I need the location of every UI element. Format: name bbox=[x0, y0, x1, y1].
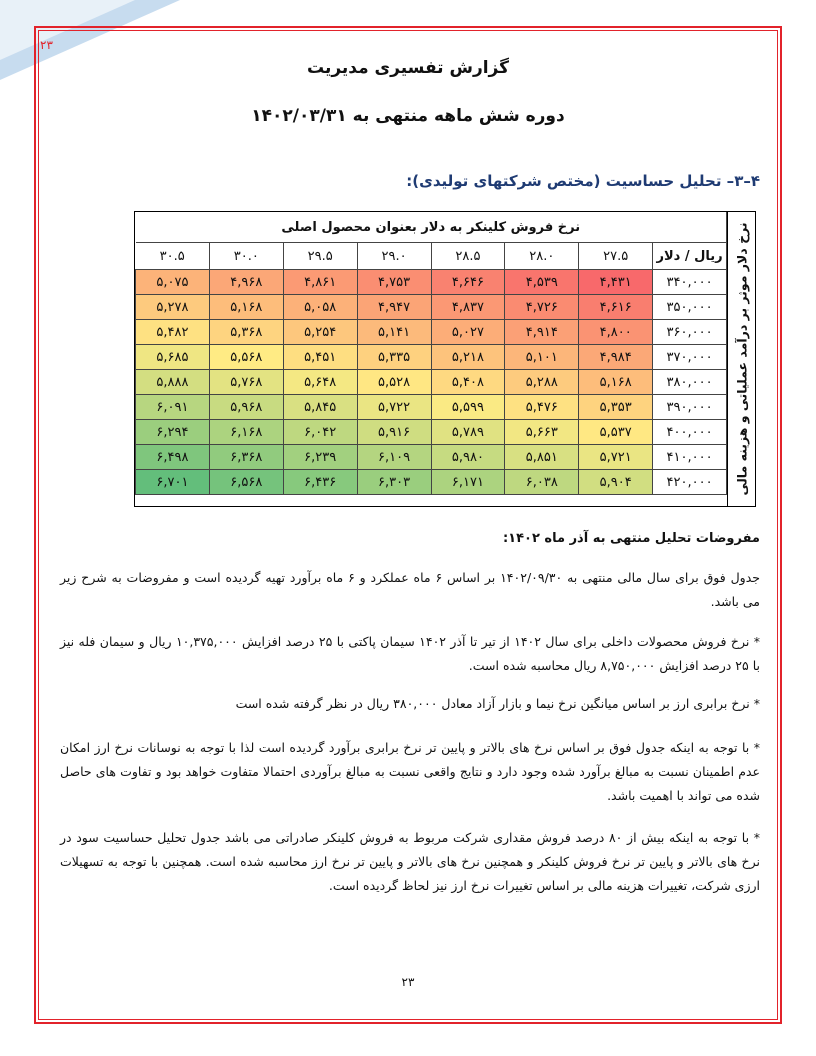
column-header: ۲۹.۰ bbox=[357, 243, 431, 270]
value-cell: ۵,۰۷۵ bbox=[136, 270, 210, 295]
paragraph-3: * نرخ برابری ارز بر اساس میانگین نرخ نیما و بازار آزاد معادل ۳۸۰,۰۰۰ ریال در نظر گرفته شده است bbox=[235, 696, 760, 711]
table-header: نرخ فروش کلینکر به دلار بعنوان محصول اصلی bbox=[136, 212, 727, 243]
value-cell: ۵,۸۵۱ bbox=[505, 445, 579, 470]
value-cell: ۵,۹۶۸ bbox=[209, 395, 283, 420]
value-cell: ۴,۶۱۶ bbox=[579, 295, 653, 320]
value-cell: ۴,۵۳۹ bbox=[505, 270, 579, 295]
value-cell: ۶,۰۹۱ bbox=[136, 395, 210, 420]
value-cell: ۵,۵۶۸ bbox=[209, 345, 283, 370]
side-label: نرخ دلار موثر بر درآمد عملیاتی و هزینه مالی bbox=[734, 222, 749, 496]
value-cell: ۴,۹۶۸ bbox=[209, 270, 283, 295]
row-rate-label: ۴۰۰,۰۰۰ bbox=[653, 420, 727, 445]
value-cell: ۵,۷۲۱ bbox=[579, 445, 653, 470]
value-cell: ۶,۱۷۱ bbox=[431, 470, 505, 495]
report-subtitle: دوره شش ماهه منتهی به ۱۴۰۲/۰۳/۳۱ bbox=[251, 106, 565, 126]
value-cell: ۵,۰۵۸ bbox=[283, 295, 357, 320]
table-row bbox=[136, 270, 727, 295]
value-cell: ۴,۷۲۶ bbox=[505, 295, 579, 320]
value-cell: ۵,۶۴۸ bbox=[283, 370, 357, 395]
value-cell: ۶,۳۶۸ bbox=[209, 445, 283, 470]
value-cell: ۶,۱۰۹ bbox=[357, 445, 431, 470]
column-header: ۳۰.۰ bbox=[209, 243, 283, 270]
row-rate-label: ۴۲۰,۰۰۰ bbox=[653, 470, 727, 495]
value-cell: ۴,۴۳۱ bbox=[579, 270, 653, 295]
table-row bbox=[136, 370, 727, 395]
value-cell: ۶,۰۳۸ bbox=[505, 470, 579, 495]
value-cell: ۵,۳۵۳ bbox=[579, 395, 653, 420]
value-cell: ۵,۲۱۸ bbox=[431, 345, 505, 370]
value-cell: ۵,۲۸۸ bbox=[505, 370, 579, 395]
value-cell: ۵,۳۶۸ bbox=[209, 320, 283, 345]
value-cell: ۴,۸۳۷ bbox=[431, 295, 505, 320]
value-cell: ۵,۵۲۸ bbox=[357, 370, 431, 395]
value-cell: ۶,۳۰۳ bbox=[357, 470, 431, 495]
column-header: ۲۹.۵ bbox=[283, 243, 357, 270]
row-rate-label: ۳۵۰,۰۰۰ bbox=[653, 295, 727, 320]
value-cell: ۵,۷۶۸ bbox=[209, 370, 283, 395]
value-cell: ۵,۴۵۱ bbox=[283, 345, 357, 370]
side-label-cell bbox=[727, 212, 755, 506]
column-header: ۲۸.۵ bbox=[431, 243, 505, 270]
value-cell: ۵,۵۹۹ bbox=[431, 395, 505, 420]
row-rate-label: ۳۸۰,۰۰۰ bbox=[653, 370, 727, 395]
value-cell: ۵,۱۰۱ bbox=[505, 345, 579, 370]
value-cell: ۶,۲۳۹ bbox=[283, 445, 357, 470]
value-cell: ۵,۶۶۳ bbox=[505, 420, 579, 445]
value-cell: ۵,۱۶۸ bbox=[209, 295, 283, 320]
column-header: ۲۸.۰ bbox=[505, 243, 579, 270]
value-cell: ۶,۱۶۸ bbox=[209, 420, 283, 445]
table-row bbox=[136, 395, 727, 420]
report-title: گزارش تفسیری مدیریت bbox=[306, 58, 510, 78]
section-heading: ۴–۳– تحلیل حساسیت (مختص شرکتهای تولیدی): bbox=[406, 172, 760, 190]
value-cell: ۶,۲۹۴ bbox=[136, 420, 210, 445]
page-number-top: ۲۳ bbox=[40, 38, 53, 52]
assumptions-heading: مفروضات تحلیل منتهی به آذر ماه ۱۴۰۲: bbox=[502, 531, 760, 546]
value-cell: ۵,۷۸۹ bbox=[431, 420, 505, 445]
value-cell: ۵,۸۸۸ bbox=[136, 370, 210, 395]
sensitivity-grid bbox=[135, 212, 727, 495]
value-cell: ۶,۴۳۶ bbox=[283, 470, 357, 495]
value-cell: ۵,۵۳۷ bbox=[579, 420, 653, 445]
value-cell: ۵,۶۸۵ bbox=[136, 345, 210, 370]
paragraph-5: * با توجه به اینکه بیش از ۸۰ درصد فروش مقداری شرکت مربوط به فروش کلینکر صادراتی می باشد جدول تحلیل حساسیت سود در نرخ های بالاتر و پایین تر نرخ فروش کلینکر و همچنین نرخ های بالاتر و پایین تر نرخ ارز محاسبه شده است. همچنین با توجه به تسهیلات ارزی شرکت، تغییرات هزینه مالی بر اساس تغییرات نرخ ارز نیز لحاظ گردیده است. bbox=[60, 830, 760, 893]
value-cell: ۴,۹۸۴ bbox=[579, 345, 653, 370]
sensitivity-table bbox=[134, 211, 756, 507]
row-rate-label: ۳۴۰,۰۰۰ bbox=[653, 270, 727, 295]
value-cell: ۴,۷۵۳ bbox=[357, 270, 431, 295]
value-cell: ۵,۷۲۲ bbox=[357, 395, 431, 420]
value-cell: ۶,۷۰۱ bbox=[136, 470, 210, 495]
value-cell: ۶,۰۴۲ bbox=[283, 420, 357, 445]
table-row bbox=[136, 445, 727, 470]
value-cell: ۵,۳۳۵ bbox=[357, 345, 431, 370]
value-cell: ۵,۴۷۶ bbox=[505, 395, 579, 420]
row-rate-label: ۳۹۰,۰۰۰ bbox=[653, 395, 727, 420]
value-cell: ۴,۹۱۴ bbox=[505, 320, 579, 345]
table-row bbox=[136, 320, 727, 345]
value-cell: ۴,۹۴۷ bbox=[357, 295, 431, 320]
row-rate-label: ۳۶۰,۰۰۰ bbox=[653, 320, 727, 345]
column-header: ۲۷.۵ bbox=[579, 243, 653, 270]
value-cell: ۵,۴۸۲ bbox=[136, 320, 210, 345]
column-header: ۳۰.۵ bbox=[136, 243, 210, 270]
row-rate-label: ۳۷۰,۰۰۰ bbox=[653, 345, 727, 370]
value-cell: ۵,۹۱۶ bbox=[357, 420, 431, 445]
value-cell: ۵,۹۰۴ bbox=[579, 470, 653, 495]
row-rate-label: ۴۱۰,۰۰۰ bbox=[653, 445, 727, 470]
value-cell: ۴,۸۶۱ bbox=[283, 270, 357, 295]
value-cell: ۵,۲۵۴ bbox=[283, 320, 357, 345]
value-cell: ۴,۸۰۰ bbox=[579, 320, 653, 345]
value-cell: ۵,۰۲۷ bbox=[431, 320, 505, 345]
paragraph-1: جدول فوق برای سال مالی منتهی به ۱۴۰۲/۰۹/۳۰ بر اساس ۶ ماه عملکرد و ۶ ماه برآورد تهیه گردیده است و مفروضات به شرح زیر می باشد. bbox=[60, 570, 760, 609]
table-row bbox=[136, 345, 727, 370]
table-row bbox=[136, 295, 727, 320]
page-number-bottom: ۲۳ bbox=[401, 975, 415, 989]
value-cell: ۵,۸۴۵ bbox=[283, 395, 357, 420]
value-cell: ۶,۵۶۸ bbox=[209, 470, 283, 495]
value-cell: ۴,۶۴۶ bbox=[431, 270, 505, 295]
value-cell: ۵,۱۴۱ bbox=[357, 320, 431, 345]
paragraph-4: * با توجه به اینکه جدول فوق بر اساس نرخ های بالاتر و پایین تر نرخ برابری برآورد گردیده است لذا با توجه به نوسانات نرخ ارز امکان عدم اطمینان نسبت به مبالغ برآورد شده وجود دارد و نتایج واقعی نسبت به مبالغ برآوردی احتمالا متفاوت خواهد بود و تفاوت های حاصل شده می تواند با اهمیت باشد. bbox=[60, 740, 760, 803]
table-row bbox=[136, 420, 727, 445]
corner-label: ریال / دلار bbox=[653, 243, 727, 270]
value-cell: ۵,۲۷۸ bbox=[136, 295, 210, 320]
value-cell: ۶,۴۹۸ bbox=[136, 445, 210, 470]
value-cell: ۵,۴۰۸ bbox=[431, 370, 505, 395]
paragraph-2: * نرخ فروش محصولات داخلی برای سال ۱۴۰۲ از تیر تا آذر ۱۴۰۲ سیمان پاکتی با ۲۵ درصد افزایش ۱۰,۳۷۵,۰۰۰ ریال و سیمان فله نیز با ۲۵ درصد افزایش ۸,۷۵۰,۰۰۰ ریال محاسبه شده است. bbox=[60, 634, 761, 673]
value-cell: ۵,۱۶۸ bbox=[579, 370, 653, 395]
value-cell: ۵,۹۸۰ bbox=[431, 445, 505, 470]
table-row bbox=[136, 470, 727, 495]
